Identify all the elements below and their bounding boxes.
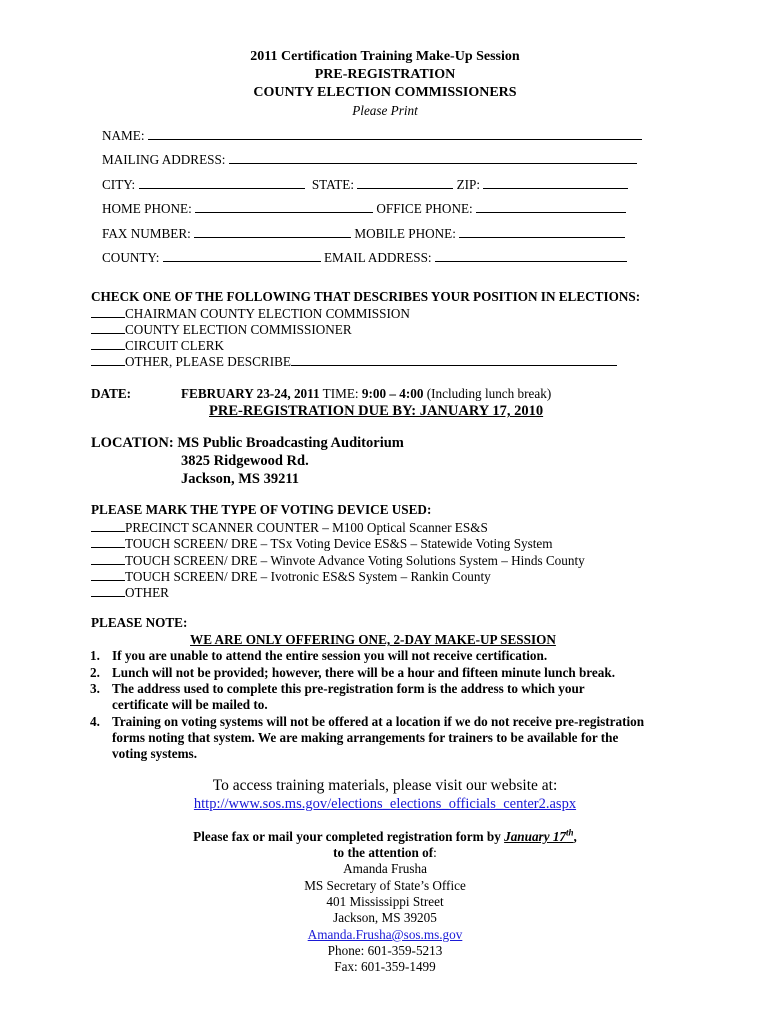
note-text: If you are unable to attend the entire session you will not receive certification.	[112, 648, 548, 663]
zip-field[interactable]	[483, 176, 628, 189]
home-phone-label: HOME PHONE:	[102, 201, 192, 216]
device-option-label: TOUCH SCREEN/ DRE – Ivotronic ES&S System – Rankin County	[125, 569, 491, 584]
zip-label: ZIP:	[456, 177, 481, 192]
contact-deadline-text: January 17	[504, 829, 567, 844]
note-number: 2.	[90, 665, 100, 680]
city-state-zip-row	[102, 176, 628, 193]
county-email-row	[102, 249, 627, 266]
position-checkbox[interactable]	[91, 353, 125, 366]
office-phone-label: OFFICE PHONE:	[376, 201, 473, 216]
contact-email-row	[0, 927, 770, 943]
name-label: NAME:	[102, 128, 145, 143]
note-text: Lunch will not be provided; however, there will be a hour and fifteen minute lunch break.	[112, 665, 616, 680]
position-checkbox[interactable]	[91, 321, 125, 334]
notes-heading: PLEASE NOTE:	[91, 615, 188, 630]
contact-phone: Phone: 601-359-5213	[327, 943, 443, 958]
contact-instruction-text: Please fax or mail your completed registration form by	[193, 829, 505, 844]
note-number: 1.	[90, 648, 100, 663]
note-item	[90, 681, 632, 713]
position-option	[91, 305, 410, 322]
mobile-phone-field[interactable]	[459, 225, 625, 238]
county-field[interactable]	[163, 249, 321, 262]
city-field[interactable]	[139, 176, 305, 189]
print-instruction: Please Print	[352, 103, 418, 118]
position-heading: CHECK ONE OF THE FOLLOWING THAT DESCRIBES YOUR POSITION IN ELECTIONS:	[91, 289, 641, 304]
time-label: TIME:	[319, 386, 362, 401]
device-option	[91, 584, 169, 601]
phone-row	[102, 200, 626, 217]
position-option-label: CHAIRMAN COUNTY ELECTION COMMISSION	[125, 306, 410, 321]
fax-mobile-row	[102, 225, 625, 242]
device-option	[91, 568, 491, 585]
position-checkbox[interactable]	[91, 337, 125, 350]
county-label: COUNTY:	[102, 250, 160, 265]
contact-fax: Fax: 601-359-1499	[334, 959, 436, 974]
position-checkbox[interactable]	[91, 305, 125, 318]
device-option-label: OTHER	[125, 585, 169, 600]
form-title: 2011 Certification Training Make-Up Session	[250, 49, 520, 64]
note-item	[90, 648, 672, 664]
device-option-label: TOUCH SCREEN/ DRE – TSx Voting Device ES&S – Statewide Voting System	[125, 536, 553, 551]
location-street: 3825 Ridgewood Rd.	[181, 453, 309, 469]
attention-line	[0, 845, 770, 861]
note-text: Training on voting systems will not be offered at a location if we do not receive pre-registration forms noting that system. We are making arrangements for trainers to be available for the voting systems.	[112, 714, 645, 761]
position-option-label: CIRCUIT CLERK	[125, 338, 225, 353]
note-item	[90, 714, 652, 762]
date-label: DATE:	[91, 386, 132, 401]
website-link[interactable]: http://www.sos.ms.gov/elections_elections_officials_center2.aspx	[193, 796, 577, 812]
contact-email[interactable]: Amanda.Frusha@sos.ms.gov	[307, 927, 463, 942]
city-label: CITY:	[102, 177, 136, 192]
attention-text: to the attention of	[333, 845, 434, 860]
form-audience: COUNTY ELECTION COMMISSIONERS	[253, 85, 517, 100]
device-option	[91, 519, 488, 536]
time-note: (Including lunch break)	[423, 386, 552, 401]
device-checkbox[interactable]	[91, 552, 125, 565]
website-link-row	[0, 795, 770, 813]
mailing-address-row	[102, 151, 637, 168]
contact-office: MS Secretary of State’s Office	[304, 878, 466, 893]
name-field[interactable]	[148, 127, 642, 140]
position-option	[91, 321, 352, 338]
office-phone-field[interactable]	[476, 200, 626, 213]
device-option-label: PRECINCT SCANNER COUNTER – M100 Optical Scanner ES&S	[125, 520, 488, 535]
time-value: 9:00 – 4:00	[361, 386, 424, 401]
website-intro: To access training materials, please visit our website at:	[212, 777, 558, 794]
device-checkbox[interactable]	[91, 568, 125, 581]
contact-deadline-suffix: th	[566, 827, 574, 838]
device-heading: PLEASE MARK THE TYPE OF VOTING DEVICE USED:	[91, 502, 432, 517]
note-text: The address used to complete this pre-registration form is the address to which your certificate will be mailed to.	[112, 681, 585, 712]
name-row	[102, 127, 642, 144]
note-item	[90, 665, 672, 681]
state-field[interactable]	[357, 176, 453, 189]
contact-instruction-end: ,	[573, 829, 577, 844]
position-option-label: COUNTY ELECTION COMMISSIONER	[125, 322, 352, 337]
position-option	[91, 353, 617, 370]
position-option-label: OTHER, PLEASE DESCRIBE	[125, 354, 291, 369]
home-phone-field[interactable]	[195, 200, 373, 213]
fax-number-label: FAX NUMBER:	[102, 226, 191, 241]
contact-street: 401 Mississippi Street	[326, 894, 444, 909]
note-number: 3.	[90, 681, 100, 696]
email-address-label: EMAIL ADDRESS:	[324, 250, 432, 265]
date-value: FEBRUARY 23-24, 2011	[181, 386, 320, 401]
device-checkbox[interactable]	[91, 519, 125, 532]
notes-banner: WE ARE ONLY OFFERING ONE, 2-DAY MAKE-UP SESSION	[190, 632, 556, 647]
device-option	[91, 535, 553, 552]
mailing-address-label: MAILING ADDRESS:	[102, 152, 226, 167]
mobile-phone-label: MOBILE PHONE:	[354, 226, 456, 241]
contact-instruction	[0, 829, 770, 845]
contact-deadline	[504, 829, 573, 844]
location-label: LOCATION: MS Public Broadcasting Auditorium	[91, 435, 404, 451]
registration-deadline: PRE-REGISTRATION DUE BY: JANUARY 17, 2010	[209, 403, 544, 419]
attention-colon: :	[433, 845, 437, 860]
email-address-field[interactable]	[435, 249, 627, 262]
state-label: STATE:	[311, 177, 354, 192]
mailing-address-field[interactable]	[229, 151, 637, 164]
device-checkbox[interactable]	[91, 535, 125, 548]
fax-number-field[interactable]	[194, 225, 351, 238]
position-option	[91, 337, 224, 354]
device-option-label: TOUCH SCREEN/ DRE – Winvote Advance Voting Solutions System – Hinds County	[125, 553, 585, 568]
contact-city: Jackson, MS 39205	[333, 910, 437, 925]
date-time-line	[181, 386, 551, 402]
device-option	[91, 552, 585, 569]
form-subtitle: PRE-REGISTRATION	[314, 67, 456, 82]
other-description-field[interactable]	[291, 353, 617, 366]
device-checkbox[interactable]	[91, 584, 125, 597]
contact-name: Amanda Frusha	[343, 861, 427, 876]
note-number: 4.	[90, 714, 100, 729]
location-city: Jackson, MS 39211	[181, 471, 300, 487]
